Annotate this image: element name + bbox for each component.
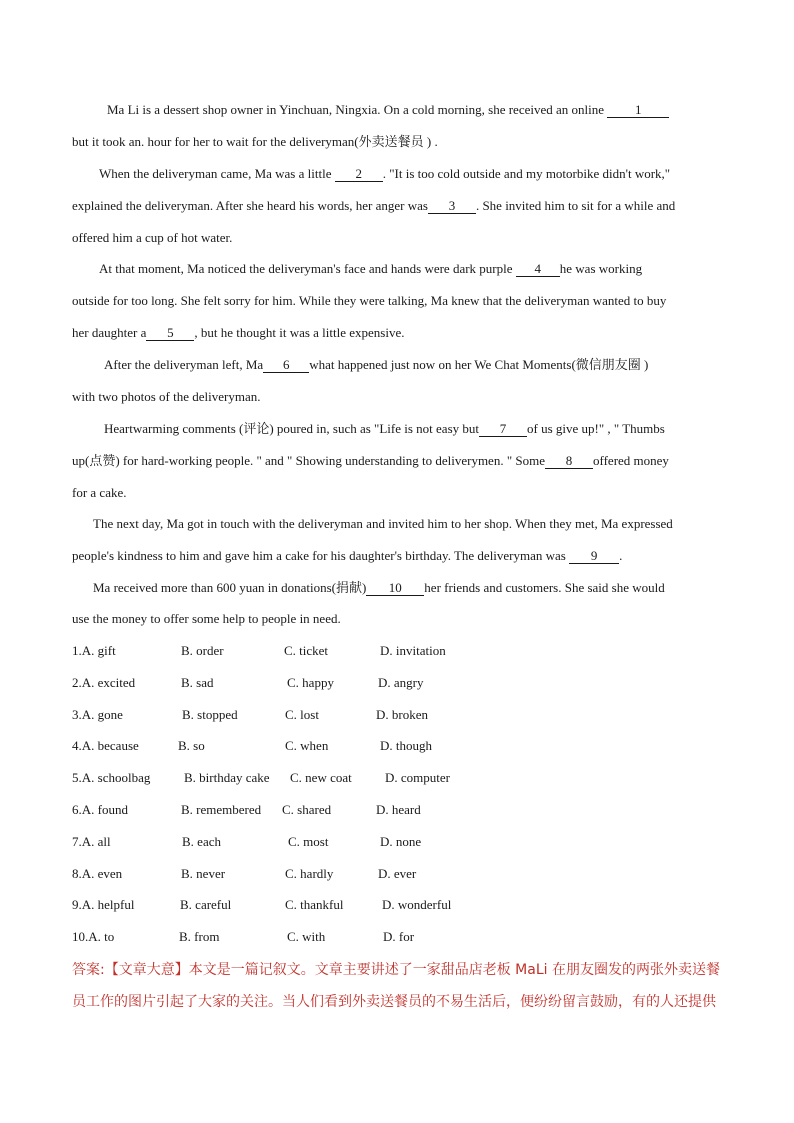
text: explained the deliveryman. After she heard his words, her anger was xyxy=(72,198,428,213)
text: her daughter a xyxy=(72,325,147,340)
paragraph-4-line-1 xyxy=(104,357,648,373)
option-a: 7.A. all xyxy=(72,834,111,849)
option-b: B. from xyxy=(179,929,220,944)
text: After the deliveryman left, Ma xyxy=(104,357,264,372)
blank-2: 2 xyxy=(335,167,383,182)
option-a: 10.A. to xyxy=(72,929,115,944)
option-a: 5.A. schoolbag xyxy=(72,770,151,785)
blank-7: 7 xyxy=(479,422,527,437)
paragraph-2-line-1 xyxy=(99,166,670,182)
text: At that moment, Ma noticed the deliveryman's face and hands were dark purple xyxy=(99,261,513,276)
text: Heartwarming comments (评论) poured in, such as "Life is not easy but xyxy=(104,421,479,436)
option-c: C. with xyxy=(287,929,326,944)
text: people's kindness to him and gave him a cake for his daughter's birthday. The deliveryman was xyxy=(72,548,566,563)
option-b: B. sad xyxy=(181,675,214,690)
option-d: D. ever xyxy=(378,866,417,881)
text: outside for too long. She felt sorry for him. While they were talking, Ma knew that the deliveryman wanted to buy xyxy=(72,293,667,308)
paragraph-5-line-3 xyxy=(72,485,127,501)
option-c: C. most xyxy=(288,834,329,849)
option-b: B. remembered xyxy=(181,802,262,817)
option-b: B. birthday cake xyxy=(184,770,270,785)
blank-1: 1 xyxy=(607,103,669,118)
option-a: 1.A. gift xyxy=(72,643,116,658)
text: of us give up!" , " Thumbs xyxy=(527,421,665,436)
option-a: 9.A. helpful xyxy=(72,897,135,912)
answer-line-2: 员工作的图片引起了大家的关注。当人们看到外卖送餐员的不易生活后，便纷纷留言鼓励，有的人还提供 xyxy=(72,994,716,1010)
text: what happened just now on her We Chat Moments(微信朋友圈 ) xyxy=(309,357,649,372)
option-b: B. order xyxy=(181,643,224,658)
text: Ma received more than 600 yuan in donations(捐献) xyxy=(93,580,367,595)
text: up(点赞) for hard-working people. " and " Showing understanding to deliverymen. " Some xyxy=(72,453,545,468)
paragraph-1-line-1 xyxy=(107,102,669,118)
option-a: 6.A. found xyxy=(72,802,128,817)
text: The next day, Ma got in touch with the deliveryman and invited him to her shop. When they met, Ma expressed xyxy=(93,516,673,531)
option-d: D. broken xyxy=(376,707,428,722)
text: . She invited him to sit for a while and xyxy=(475,198,676,213)
text: , but he thought it was a little expensive. xyxy=(194,325,405,340)
text: with two photos of the deliveryman. xyxy=(72,389,261,404)
paragraph-5-line-2 xyxy=(72,453,669,469)
paragraph-7-line-2 xyxy=(72,611,341,627)
option-c: C. shared xyxy=(282,802,332,817)
text: offered him a cup of hot water. xyxy=(72,230,233,245)
blank-6: 6 xyxy=(263,358,309,373)
option-c: C. when xyxy=(285,738,329,753)
text: . xyxy=(619,548,623,563)
option-a: 4.A. because xyxy=(72,738,139,753)
text: use the money to offer some help to people in need. xyxy=(72,611,341,626)
option-a: 2.A. excited xyxy=(72,675,136,690)
text: offered money xyxy=(593,453,669,468)
text: her friends and customers. She said she would xyxy=(424,580,665,595)
option-d: D. though xyxy=(380,738,432,753)
option-c: C. new coat xyxy=(290,770,352,785)
paragraph-3-line-1 xyxy=(99,261,642,277)
option-d: D. none xyxy=(380,834,422,849)
option-c: C. lost xyxy=(285,707,319,722)
text: but it took an. hour for her to wait for the deliveryman(外卖送餐员 ) . xyxy=(72,134,438,149)
option-d: D. computer xyxy=(385,770,450,785)
option-d: D. angry xyxy=(378,675,424,690)
paragraph-3-line-2 xyxy=(72,293,666,309)
option-c: C. ticket xyxy=(284,643,329,658)
option-d: D. for xyxy=(383,929,415,944)
option-b: B. careful xyxy=(180,897,232,912)
option-c: C. thankful xyxy=(285,897,344,912)
option-b: B. stopped xyxy=(182,707,238,722)
text: for a cake. xyxy=(72,485,127,500)
text: he was working xyxy=(559,261,643,276)
paragraph-6-line-1 xyxy=(93,516,673,532)
option-a: 8.A. even xyxy=(72,866,123,881)
paragraph-2-line-3 xyxy=(72,230,232,246)
option-a: 3.A. gone xyxy=(72,707,123,722)
blank-10: 10 xyxy=(366,581,424,596)
paragraph-5-line-1 xyxy=(104,421,665,437)
option-b: B. each xyxy=(182,834,221,849)
option-d: D. wonderful xyxy=(382,897,452,912)
blank-3: 3 xyxy=(428,199,476,214)
paragraph-3-line-3 xyxy=(72,325,405,341)
paragraph-4-line-2 xyxy=(72,389,260,405)
text: Ma Li is a dessert shop owner in Yinchuan, Ningxia. On a cold morning, she received an online xyxy=(107,102,605,117)
blank-8: 8 xyxy=(545,454,593,469)
paragraph-7-line-1 xyxy=(93,580,665,596)
text: When the deliveryman came, Ma was a little xyxy=(99,166,332,181)
option-b: B. so xyxy=(178,738,205,753)
paragraph-2-line-2 xyxy=(72,198,675,214)
paragraph-1-line-2 xyxy=(72,134,438,150)
blank-4: 4 xyxy=(516,262,560,277)
paragraph-6-line-2 xyxy=(72,548,622,564)
blank-9: 9 xyxy=(569,549,619,564)
answer-line-1: 答案:【文章大意】本文是一篇记叙文。文章主要讲述了一家甜品店老板 MaLi 在朋友圈发的两张外卖送餐 xyxy=(72,962,720,978)
blank-5: 5 xyxy=(146,326,194,341)
option-d: D. invitation xyxy=(380,643,446,658)
option-c: C. hardly xyxy=(285,866,334,881)
option-c: C. happy xyxy=(287,675,334,690)
option-d: D. heard xyxy=(376,802,421,817)
text: . "It is too cold outside and my motorbike didn't work," xyxy=(382,166,671,181)
option-b: B. never xyxy=(181,866,226,881)
